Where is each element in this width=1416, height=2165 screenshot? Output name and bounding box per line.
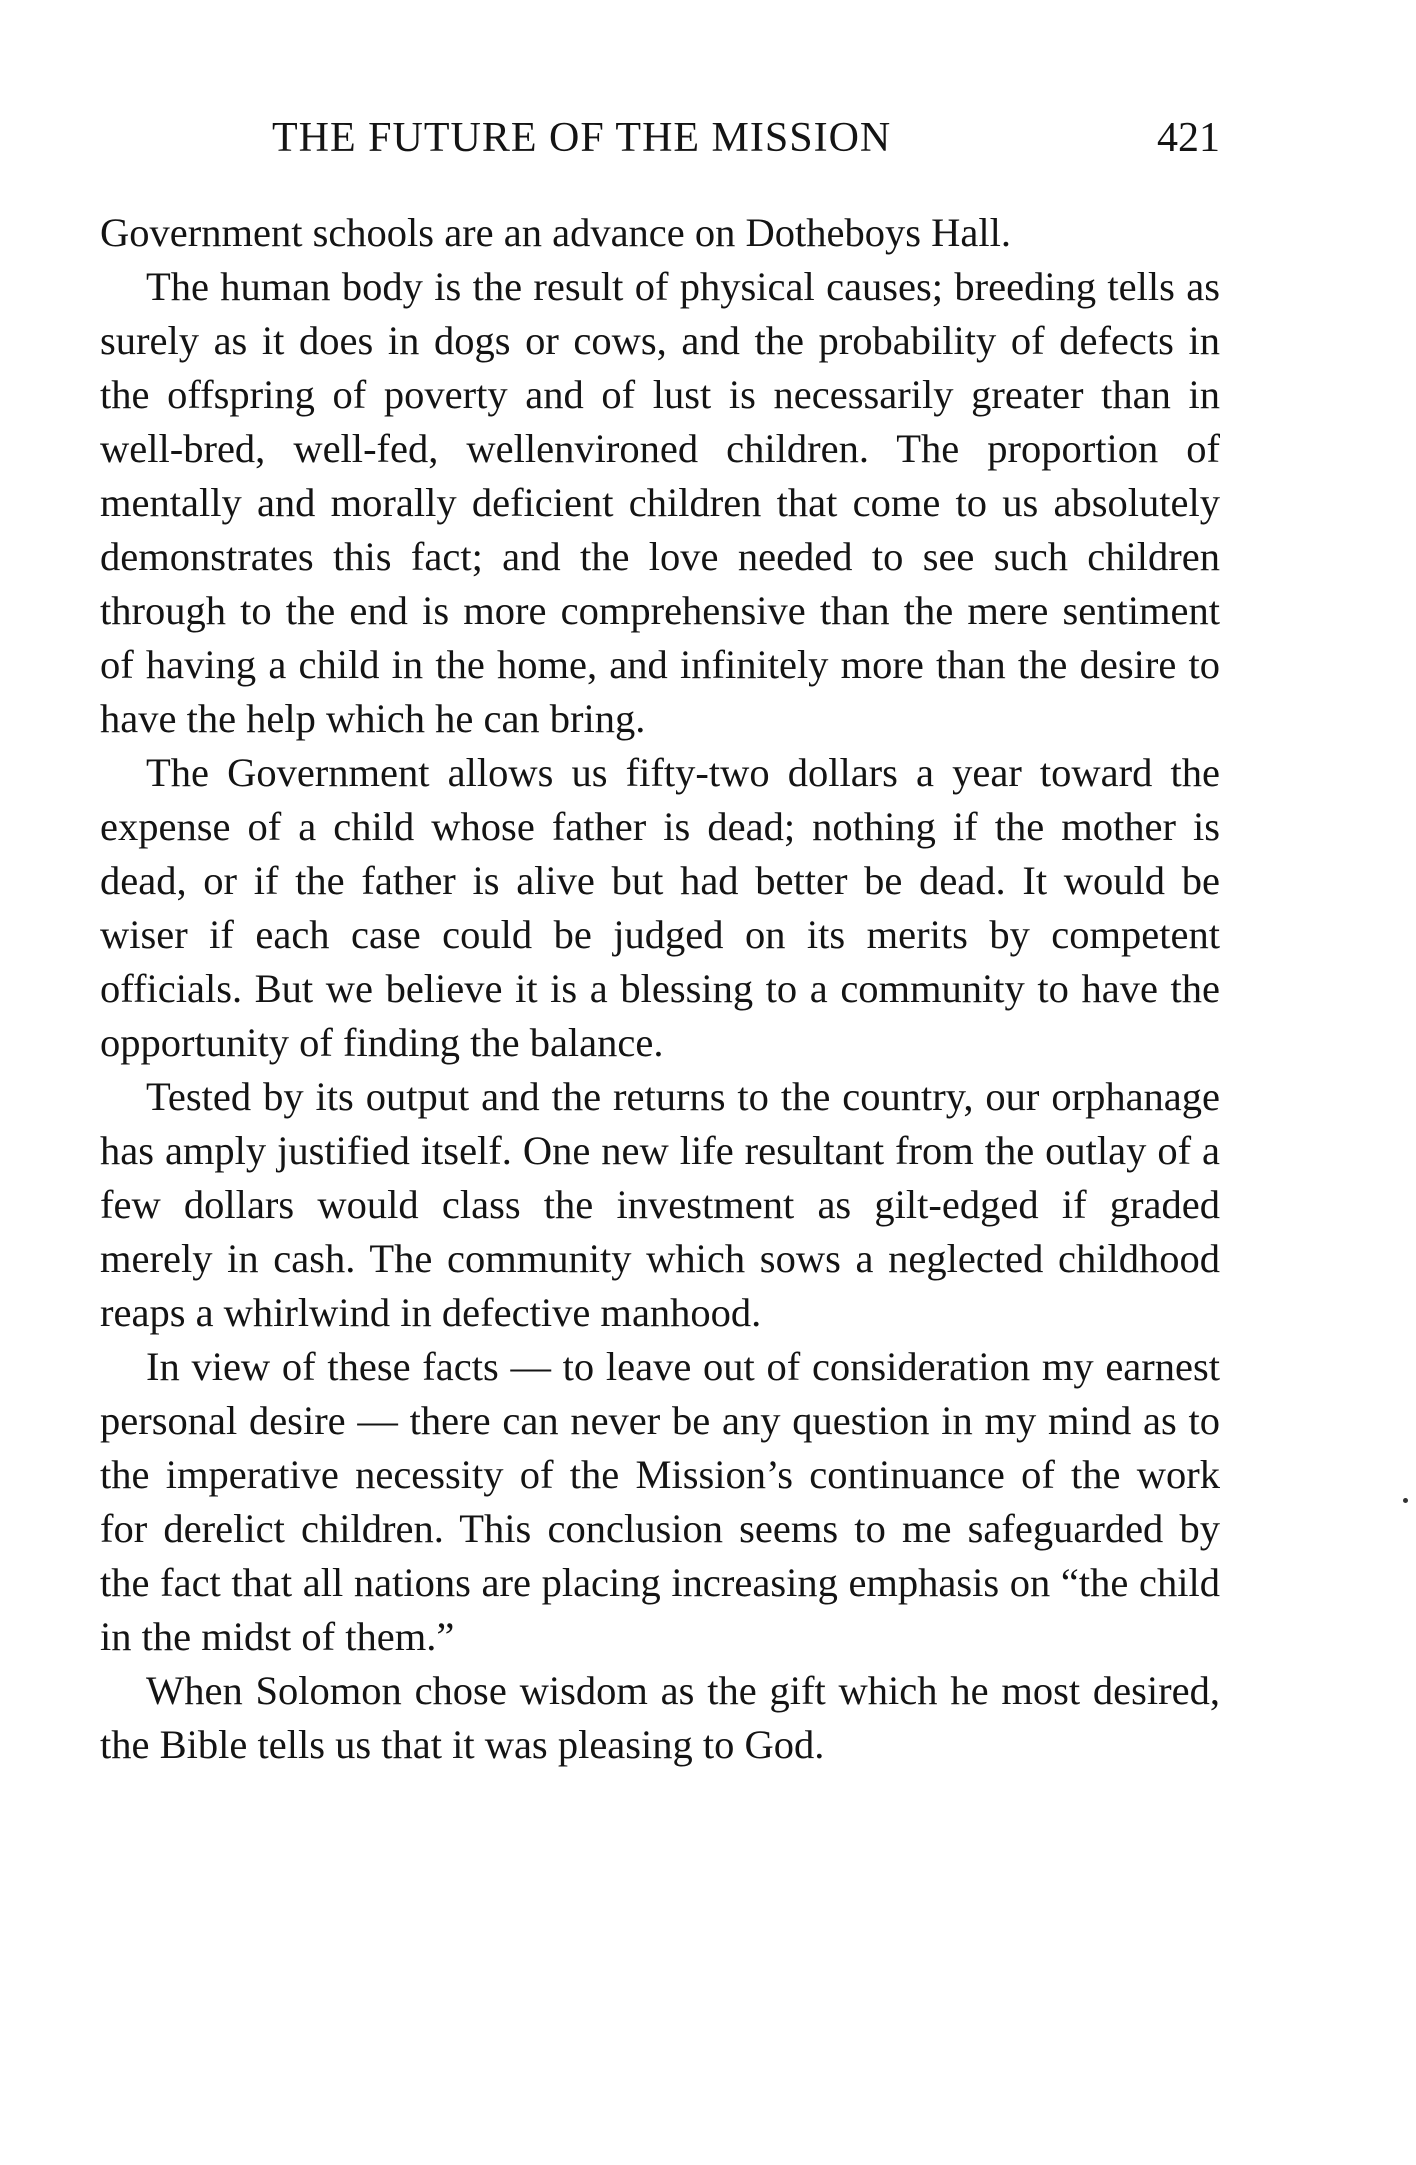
scan-speck: [1403, 1498, 1408, 1503]
page-header: [100, 108, 1220, 168]
paragraph: Government schools are an advance on Dotheboys Hall.: [100, 210, 1011, 255]
running-head: THE FUTURE OF THE MISSION: [272, 115, 892, 161]
paragraph: In view of these facts — to leave out of consideration my earnest personal desire — there can never be any question in my mind as to the imperative necessity of the Mission’s continuance of the work for derelict children. This conclusion seems to me safeguarded by the fact that all nations are placing increasing emphasis on “the child in the midst of them.”: [100, 1344, 1220, 1659]
body-text: [100, 206, 1220, 1772]
paragraph: Tested by its output and the returns to the country, our orphanage has amply justified itself. One new life resultant from the outlay of a few dollars would class the investment as gilt-edged if graded merely in cash. The community which sows a neglected childhood reaps a whirlwind in defective manhood.: [100, 1074, 1220, 1335]
paragraph: The Government allows us fifty-two dollars a year toward the expense of a child whose father is dead; nothing if the mother is dead, or if the father is alive but had better be dead. It would be wiser if each case could be judged on its merits by competent officials. But we believe it is a blessing to a community to have the opportunity of finding the balance.: [100, 750, 1220, 1065]
paragraph: When Solomon chose wisdom as the gift which he most desired, the Bible tells us that it was pleasing to God.: [100, 1668, 1220, 1767]
paragraph: The human body is the result of physical causes; breeding tells as surely as it does in dogs or cows, and the probability of defects in the offspring of poverty and of lust is necessarily greater than in well-bred, well-fed, wellenvironed children. The proportion of mentally and morally deficient children that come to us absolutely demonstrates this fact; and the love needed to see such children through to the end is more comprehensive than the mere sentiment of having a child in the home, and infinitely more than the desire to have the help which he can bring.: [100, 264, 1220, 741]
page-number: 421: [1157, 115, 1220, 161]
